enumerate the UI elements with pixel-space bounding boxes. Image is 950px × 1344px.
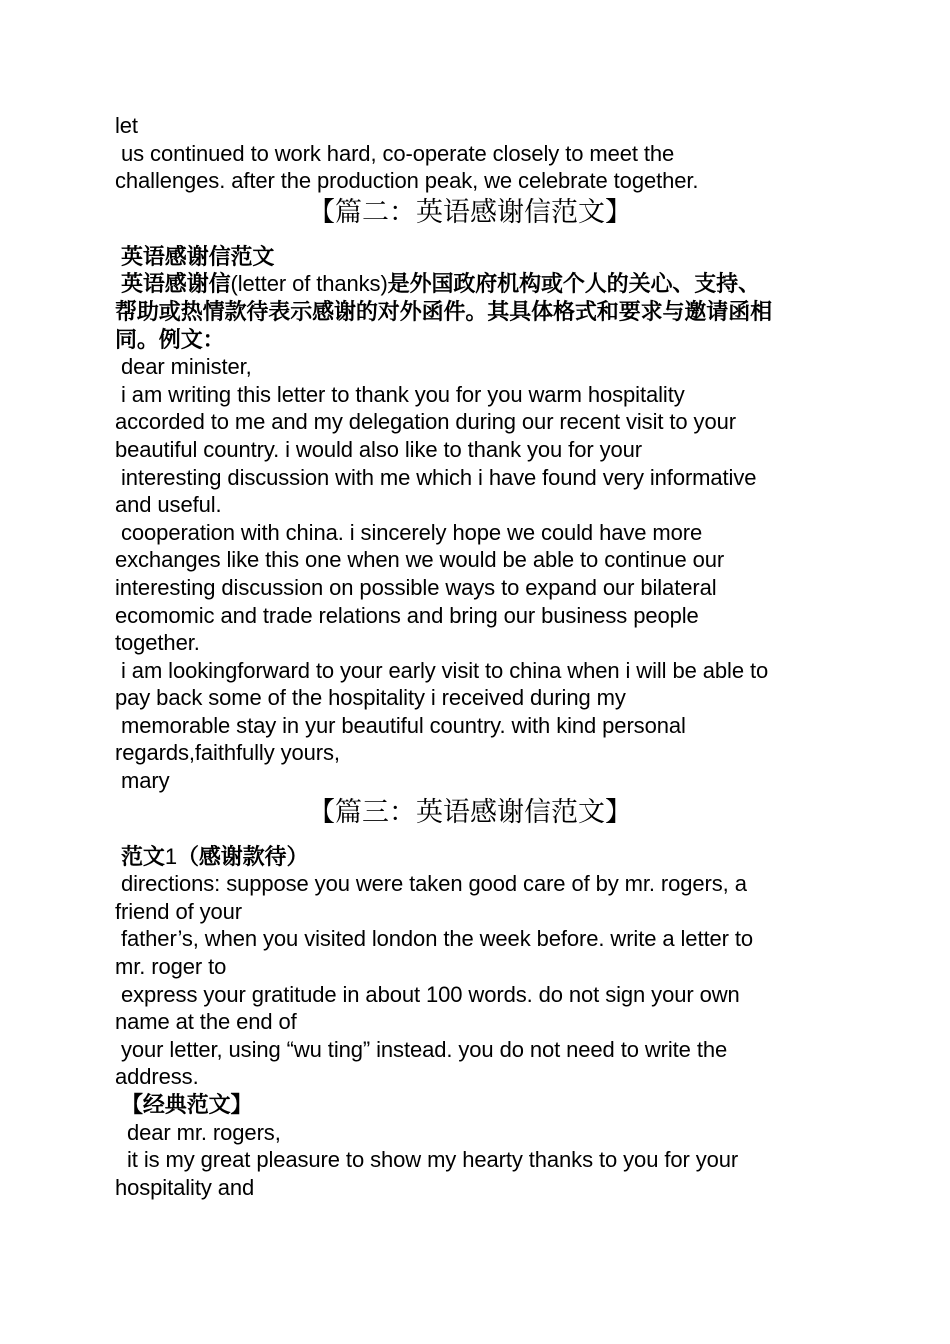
- description-line: 帮助或热情款待表示感谢的对外函件。其具体格式和要求与邀请函相: [115, 298, 773, 324]
- sample-letter: [115, 1119, 845, 1202]
- text-line: beautiful country. i would also like to thank you for your: [115, 436, 642, 462]
- text-line: mary: [115, 768, 170, 794]
- classic-sample-heading: 【经典范文】: [115, 1092, 253, 1117]
- subtitle-number: 1: [164, 843, 177, 869]
- text-line: mr. roger to: [115, 954, 227, 980]
- description-term-english: (letter of thanks): [230, 271, 388, 297]
- text-line: cooperation with china. i sincerely hope we could have more: [115, 519, 703, 545]
- text-line: exchanges like this one when we would be able to continue our: [115, 547, 725, 573]
- text-line: your letter, using “wu ting” instead. you do not need to write the: [115, 1036, 728, 1062]
- text-line: together.: [115, 630, 200, 656]
- description-line: 同。例文：: [115, 326, 225, 352]
- text-line: us continued to work hard, co-operate closely to meet the: [115, 140, 675, 166]
- text-line: memorable stay in yur beautiful country. with kind personal: [115, 712, 686, 738]
- text-line: father’s, when you visited london the week before. write a letter to: [115, 926, 753, 952]
- text-line: ecomomic and trade relations and bring our business people: [115, 602, 699, 628]
- document-page: [115, 112, 845, 1201]
- text-line: friend of your: [115, 898, 243, 924]
- text-line: dear mr. rogers,: [115, 1119, 281, 1145]
- text-line: let: [115, 113, 138, 138]
- letter-body: [115, 353, 845, 795]
- text-line: name at the end of: [115, 1009, 297, 1035]
- subtitle-topic: （感谢款待）: [176, 843, 309, 869]
- text-line: and useful.: [115, 492, 222, 518]
- section-heading-2: 【篇二：英语感谢信范文】: [308, 196, 632, 228]
- text-line: interesting discussion on possible ways to expand our bilateral: [115, 574, 717, 600]
- text-line: challenges. after the production peak, we celebrate together.: [115, 168, 699, 194]
- text-line: pay back some of the hospitality i received during my: [115, 685, 626, 711]
- text-line: express your gratitude in about 100 words. do not sign your own: [115, 981, 740, 1007]
- subtitle-label: 范文: [115, 843, 165, 869]
- text-line: dear minister,: [115, 354, 252, 380]
- text-line: hospitality and: [115, 1174, 255, 1200]
- text-line: i am lookingforward to your early visit to china when i will be able to: [115, 657, 769, 683]
- directions-paragraph: [115, 870, 845, 1091]
- section-subtitle: [115, 843, 845, 871]
- text-line: regards,faithfully yours,: [115, 740, 340, 766]
- description-term: 英语感谢信: [115, 271, 231, 297]
- section-heading-3: 【篇三：英语感谢信范文】: [308, 796, 632, 828]
- intro-paragraph: [115, 112, 845, 195]
- section-subtitle: 英语感谢信范文: [115, 243, 275, 269]
- text-line: i am writing this letter to thank you for you warm hospitality: [115, 381, 685, 407]
- text-line: address.: [115, 1064, 199, 1090]
- description-text: 是外国政府机构或个人的关心、支持、: [387, 271, 760, 297]
- text-line: it is my great pleasure to show my hearty thanks to you for your: [115, 1147, 739, 1173]
- description-line: [115, 270, 845, 298]
- text-line: interesting discussion with me which i have found very informative: [115, 464, 757, 490]
- text-line: accorded to me and my delegation during our recent visit to your: [115, 409, 736, 435]
- text-line: directions: suppose you were taken good care of by mr. rogers, a: [115, 871, 747, 897]
